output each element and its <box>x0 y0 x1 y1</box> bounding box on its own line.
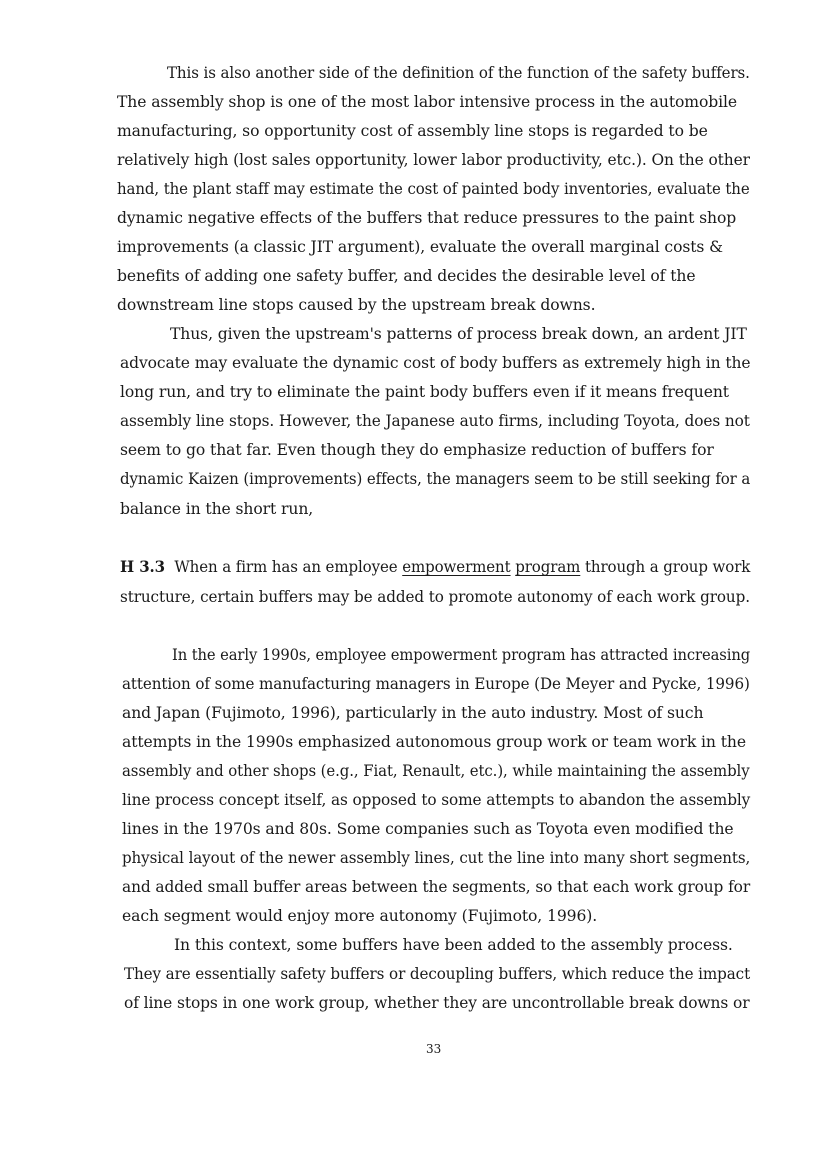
text-line: assembly and other shops (e.g., Fiat, Renault, etc.), while maintaining the assembly <box>122 762 750 780</box>
text-line: Thus, given the upstream's patterns of process break down, an ardent JIT <box>170 325 747 343</box>
text-line: of line stops in one work group, whether they are uncontrollable break downs or <box>124 994 750 1012</box>
text-line: In the early 1990s, employee empowerment program has attracted increasing <box>172 646 751 664</box>
text-line: This is also another side of the definition of the function of the safety buffers. <box>167 64 750 82</box>
text-line: seem to go that far. Even though they do emphasize reduction of buffers for <box>120 441 714 459</box>
text-line: each segment would enjoy more autonomy (Fujimoto, 1996). <box>122 907 598 925</box>
underlined-term: program <box>515 558 581 576</box>
hypothesis-line-2: structure, certain buffers may be added to promote autonomy of each work group. <box>120 588 750 606</box>
text-line: downstream line stops caused by the upstream break downs. <box>117 296 596 314</box>
hypothesis-line-1 <box>120 557 750 577</box>
text-line: improvements (a classic JIT argument), evaluate the overall marginal costs & <box>117 238 723 256</box>
text-line: dynamic negative effects of the buffers that reduce pressures to the paint shop <box>117 209 737 227</box>
text-line: manufacturing, so opportunity cost of assembly line stops is regarded to be <box>117 122 708 140</box>
hypothesis-text: When a firm has an employee <box>174 558 403 576</box>
text-line: They are essentially safety buffers or decoupling buffers, which reduce the impact <box>124 965 751 983</box>
text-line: advocate may evaluate the dynamic cost of body buffers as extremely high in the <box>120 354 751 372</box>
text-line: benefits of adding one safety buffer, and decides the desirable level of the <box>117 267 696 285</box>
text-line: attention of some manufacturing managers in Europe (De Meyer and Pycke, 1996) <box>122 675 750 693</box>
text-line: and Japan (Fujimoto, 1996), particularly in the auto industry. Most of such <box>122 704 704 722</box>
text-line: hand, the plant staff may estimate the cost of painted body inventories, evaluate the <box>117 180 750 198</box>
text-line: attempts in the 1990s emphasized autonomous group work or team work in the <box>122 733 746 751</box>
text-line: balance in the short run, <box>120 500 314 518</box>
page-number: 33 <box>426 1042 442 1056</box>
text-line: The assembly shop is one of the most labor intensive process in the automobile <box>117 93 738 111</box>
text-line: lines in the 1970s and 80s. Some companies such as Toyota even modified the <box>122 820 734 838</box>
text-line: In this context, some buffers have been added to the assembly process. <box>174 936 733 954</box>
hypothesis-label: H 3.3 <box>120 557 166 576</box>
text-line: line process concept itself, as opposed to some attempts to abandon the assembly <box>122 791 751 809</box>
text-line: relatively high (lost sales opportunity, lower labor productivity, etc.). On the other <box>117 151 750 169</box>
text-line: dynamic Kaizen (improvements) effects, the managers seem to be still seeking for a <box>120 470 751 488</box>
text-line: and added small buffer areas between the segments, so that each work group for <box>122 878 751 896</box>
hypothesis-text: through a group work <box>580 558 751 576</box>
text-line: assembly line stops. However, the Japanese auto firms, including Toyota, does not <box>120 412 750 430</box>
text-line: long run, and try to eliminate the paint body buffers even if it means frequent <box>120 383 729 401</box>
text-line: physical layout of the newer assembly lines, cut the line into many short segments, <box>122 849 751 867</box>
underlined-term: empowerment <box>402 558 511 576</box>
